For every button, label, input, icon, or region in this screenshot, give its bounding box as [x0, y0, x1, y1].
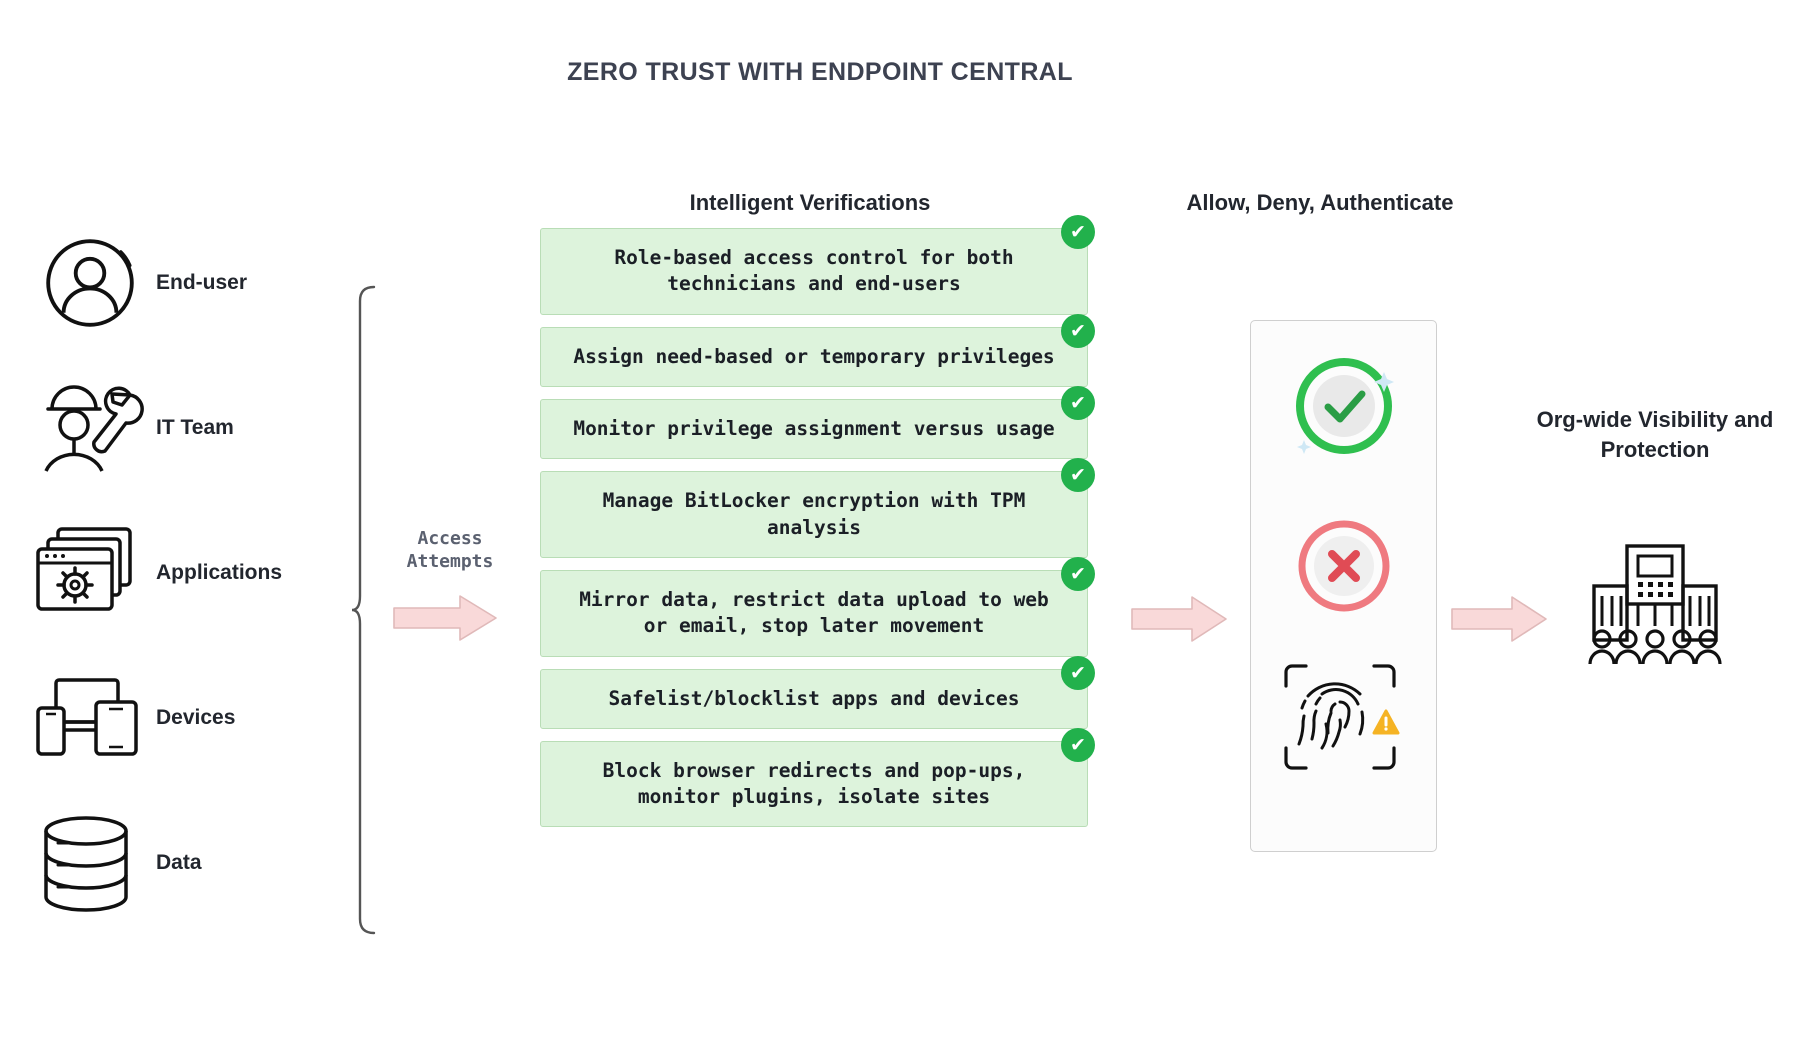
verification-text: Manage BitLocker encryption with TPM analysis: [602, 489, 1026, 539]
decision-panel: [1250, 320, 1437, 852]
access-attempts-line1: Access: [417, 528, 483, 549]
sources-column: [30, 210, 340, 935]
check-icon: ✔: [1061, 386, 1095, 420]
verification-text: Monitor privilege assignment versus usage: [573, 416, 1055, 440]
verification-card[interactable]: [540, 464, 1088, 558]
organization-building-icon: [1560, 535, 1750, 675]
verification-text: Block browser redirects and pop-ups, monitor plugins, isolate sites: [602, 758, 1026, 809]
source-label: Devices: [156, 705, 236, 729]
verification-card[interactable]: [540, 661, 1088, 729]
source-item-it-team: [30, 355, 340, 500]
user-icon: [30, 223, 150, 343]
source-item-applications: [30, 500, 340, 645]
verification-card[interactable]: [540, 562, 1088, 657]
source-label: End-user: [156, 270, 248, 294]
database-icon: [30, 803, 150, 923]
allow-check-icon: [1251, 346, 1436, 466]
flow-arrow-3-icon: [1450, 595, 1550, 648]
check-icon: ✔: [1061, 215, 1095, 249]
access-attempts-line2: Attempts: [406, 551, 494, 573]
authenticate-fingerprint-icon: [1251, 651, 1436, 781]
source-item-data: [30, 790, 340, 935]
verification-text: Assign need-based or temporary privileges: [573, 344, 1055, 368]
decision-heading: Allow, Deny, Authenticate: [1186, 190, 1454, 215]
verification-card[interactable]: [540, 391, 1088, 459]
deny-cross-icon: [1251, 506, 1436, 626]
verification-card[interactable]: [540, 733, 1088, 828]
flow-arrow-1-icon: [392, 594, 500, 647]
page-title: ZERO TRUST WITH ENDPOINT CENTRAL: [567, 58, 1073, 86]
technician-icon: [30, 368, 150, 488]
verification-text: Role-based access control for both technicians and end-users: [614, 246, 1014, 296]
verification-card[interactable]: [540, 221, 1088, 315]
access-attempts-label: [385, 527, 515, 574]
verification-text: Mirror data, restrict data upload to web or email, stop later movement: [579, 587, 1049, 638]
flow-arrow-2-icon: [1130, 595, 1230, 648]
source-label: Applications: [156, 560, 283, 584]
check-icon: ✔: [1061, 314, 1095, 348]
source-item-devices: [30, 645, 340, 790]
source-label: Data: [156, 850, 202, 874]
grouping-brace: [352, 285, 378, 935]
check-icon: ✔: [1061, 557, 1095, 591]
verifications-heading: Intelligent Verifications: [689, 190, 931, 215]
verification-text: Safelist/blocklist apps and devices: [608, 686, 1020, 710]
check-icon: ✔: [1061, 458, 1095, 492]
verifications-list: [540, 221, 1088, 839]
verification-card[interactable]: [540, 319, 1088, 387]
source-label: IT Team: [156, 415, 234, 439]
check-icon: ✔: [1061, 656, 1095, 690]
applications-icon: [30, 513, 150, 633]
outcome-label: Org-wide Visibility and Protection: [1536, 407, 1774, 462]
check-icon: ✔: [1061, 728, 1095, 762]
source-item-end-user: [30, 210, 340, 355]
devices-icon: [30, 658, 150, 778]
